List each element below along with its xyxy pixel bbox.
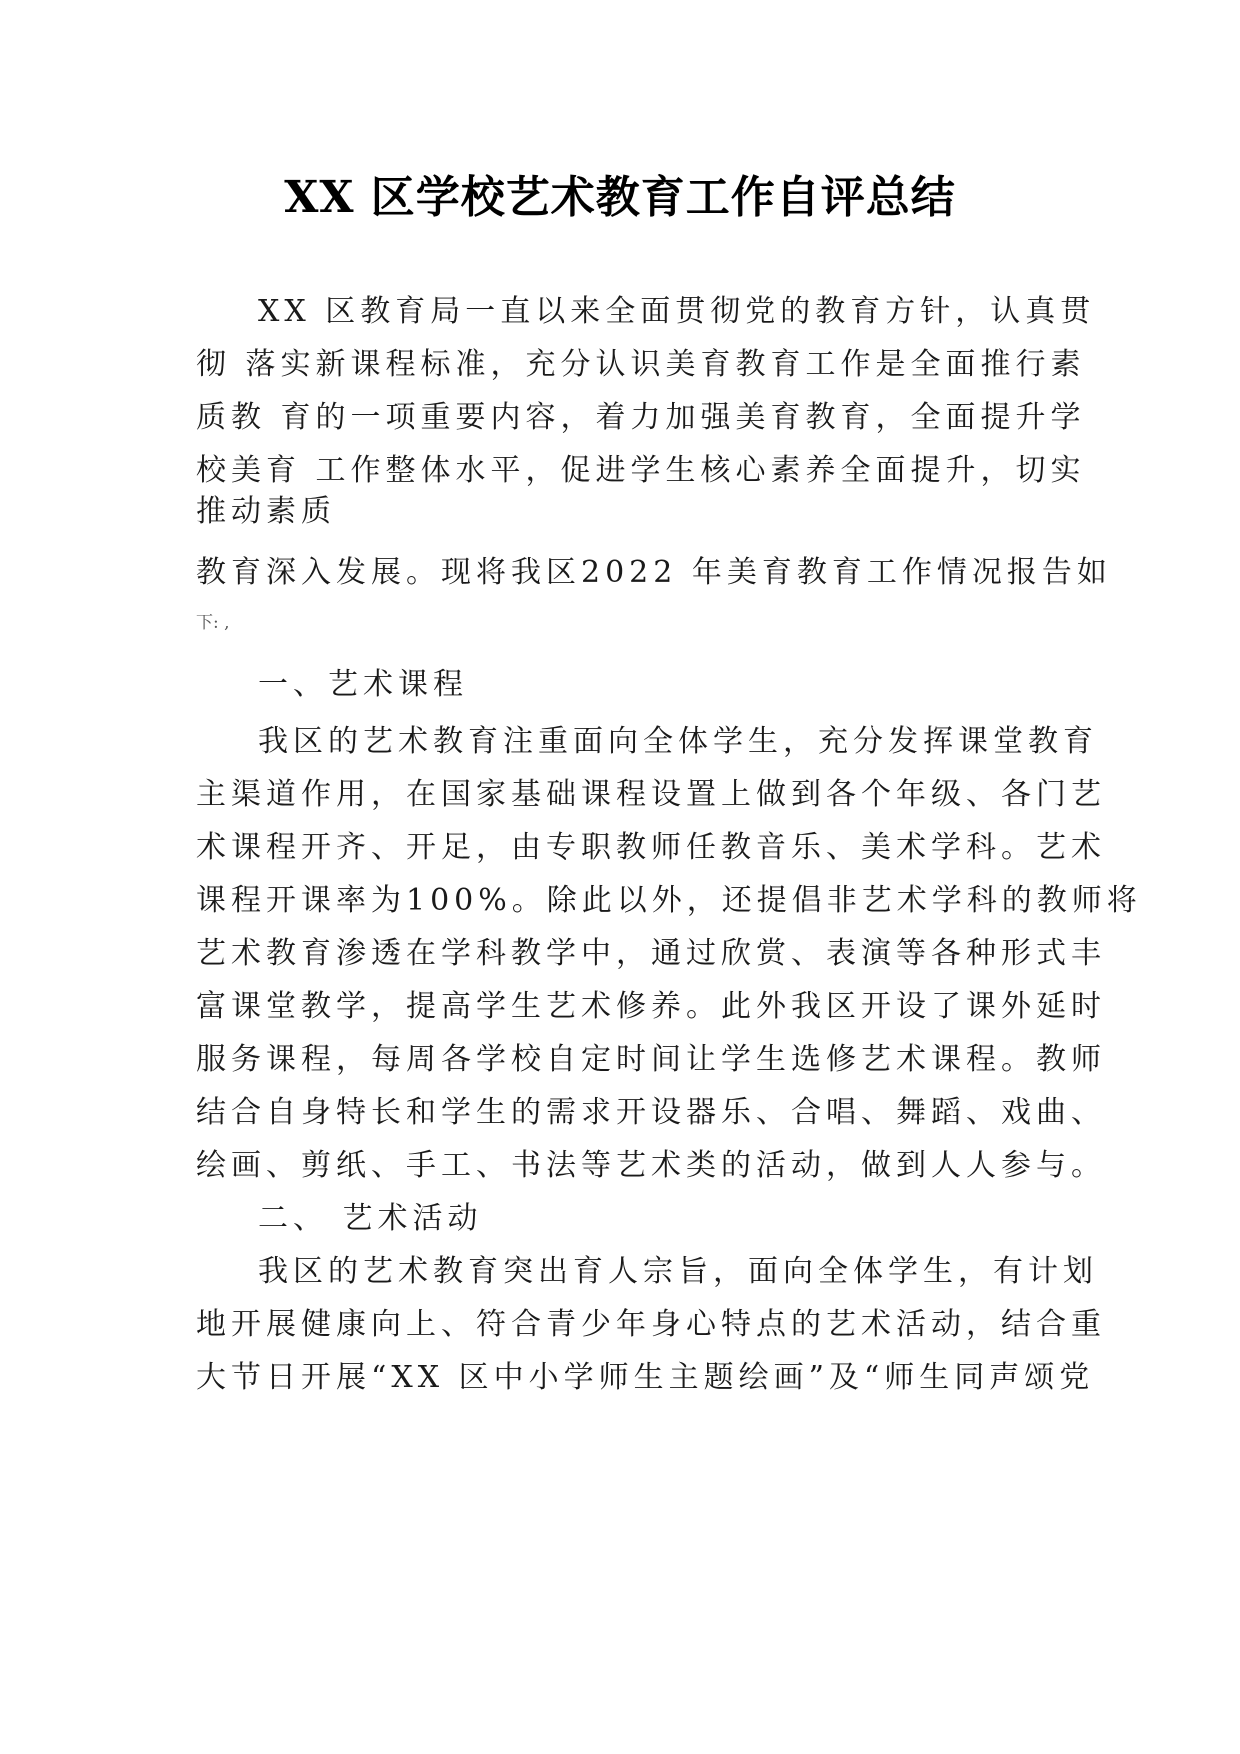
body-line: 艺术教育渗透在学科教学中，通过欣赏、表演等各种形式丰 [196, 936, 1106, 971]
intro-line: 质教 育的一项重要内容，着力加强美育教育，全面提升学 [196, 400, 1086, 435]
body-line: 我区的艺术教育突出育人宗旨，面向全体学生，有计划 [258, 1254, 1098, 1289]
body-line: 术课程开齐、开足，由专职教师任教音乐、美术学科。艺术 [196, 830, 1106, 865]
intro-line-fragment: 下: , [196, 613, 230, 633]
body-line: 大节日开展“XX 区中小学师生主题绘画”及“师生同声颂党 [196, 1360, 1095, 1395]
body-line: 服务课程，每周各学校自定时间让学生选修艺术课程。教师 [196, 1042, 1106, 1077]
body-line: 地开展健康向上、符合青少年身心特点的艺术活动，结合重 [196, 1307, 1106, 1342]
body-line: 课程开课率为100%。除此以外，还提倡非艺术学科的教师将 [196, 883, 1142, 918]
intro-line: 校美育 工作整体水平，促进学生核心素养全面提升，切实 [196, 453, 1086, 488]
document-title: XX 区学校艺术教育工作自评总结 [284, 172, 956, 223]
intro-line: XX 区教育局一直以来全面贯彻党的教育方针，认真贯 [258, 294, 1096, 329]
intro-line: 彻 落实新课程标准，充分认识美育教育工作是全面推行素 [196, 347, 1086, 382]
body-line: 绘画、剪纸、手工、书法等艺术类的活动，做到人人参与。 [196, 1148, 1106, 1183]
body-line: 结合自身特长和学生的需求开设器乐、合唱、舞蹈、戏曲、 [196, 1095, 1106, 1130]
section-heading: 一、艺术课程 [258, 667, 468, 702]
intro-line: 教育深入发展。现将我区2022 年美育教育工作情况报告如 [196, 555, 1112, 590]
intro-line: 推动素质 [196, 494, 336, 529]
body-line: 主渠道作用，在国家基础课程设置上做到各个年级、各门艺 [196, 777, 1106, 812]
body-line: 富课堂教学，提高学生艺术修养。此外我区开设了课外延时 [196, 989, 1106, 1024]
body-line: 我区的艺术教育注重面向全体学生，充分发挥课堂教育 [258, 724, 1098, 759]
section-heading: 二、 艺术活动 [258, 1201, 483, 1236]
